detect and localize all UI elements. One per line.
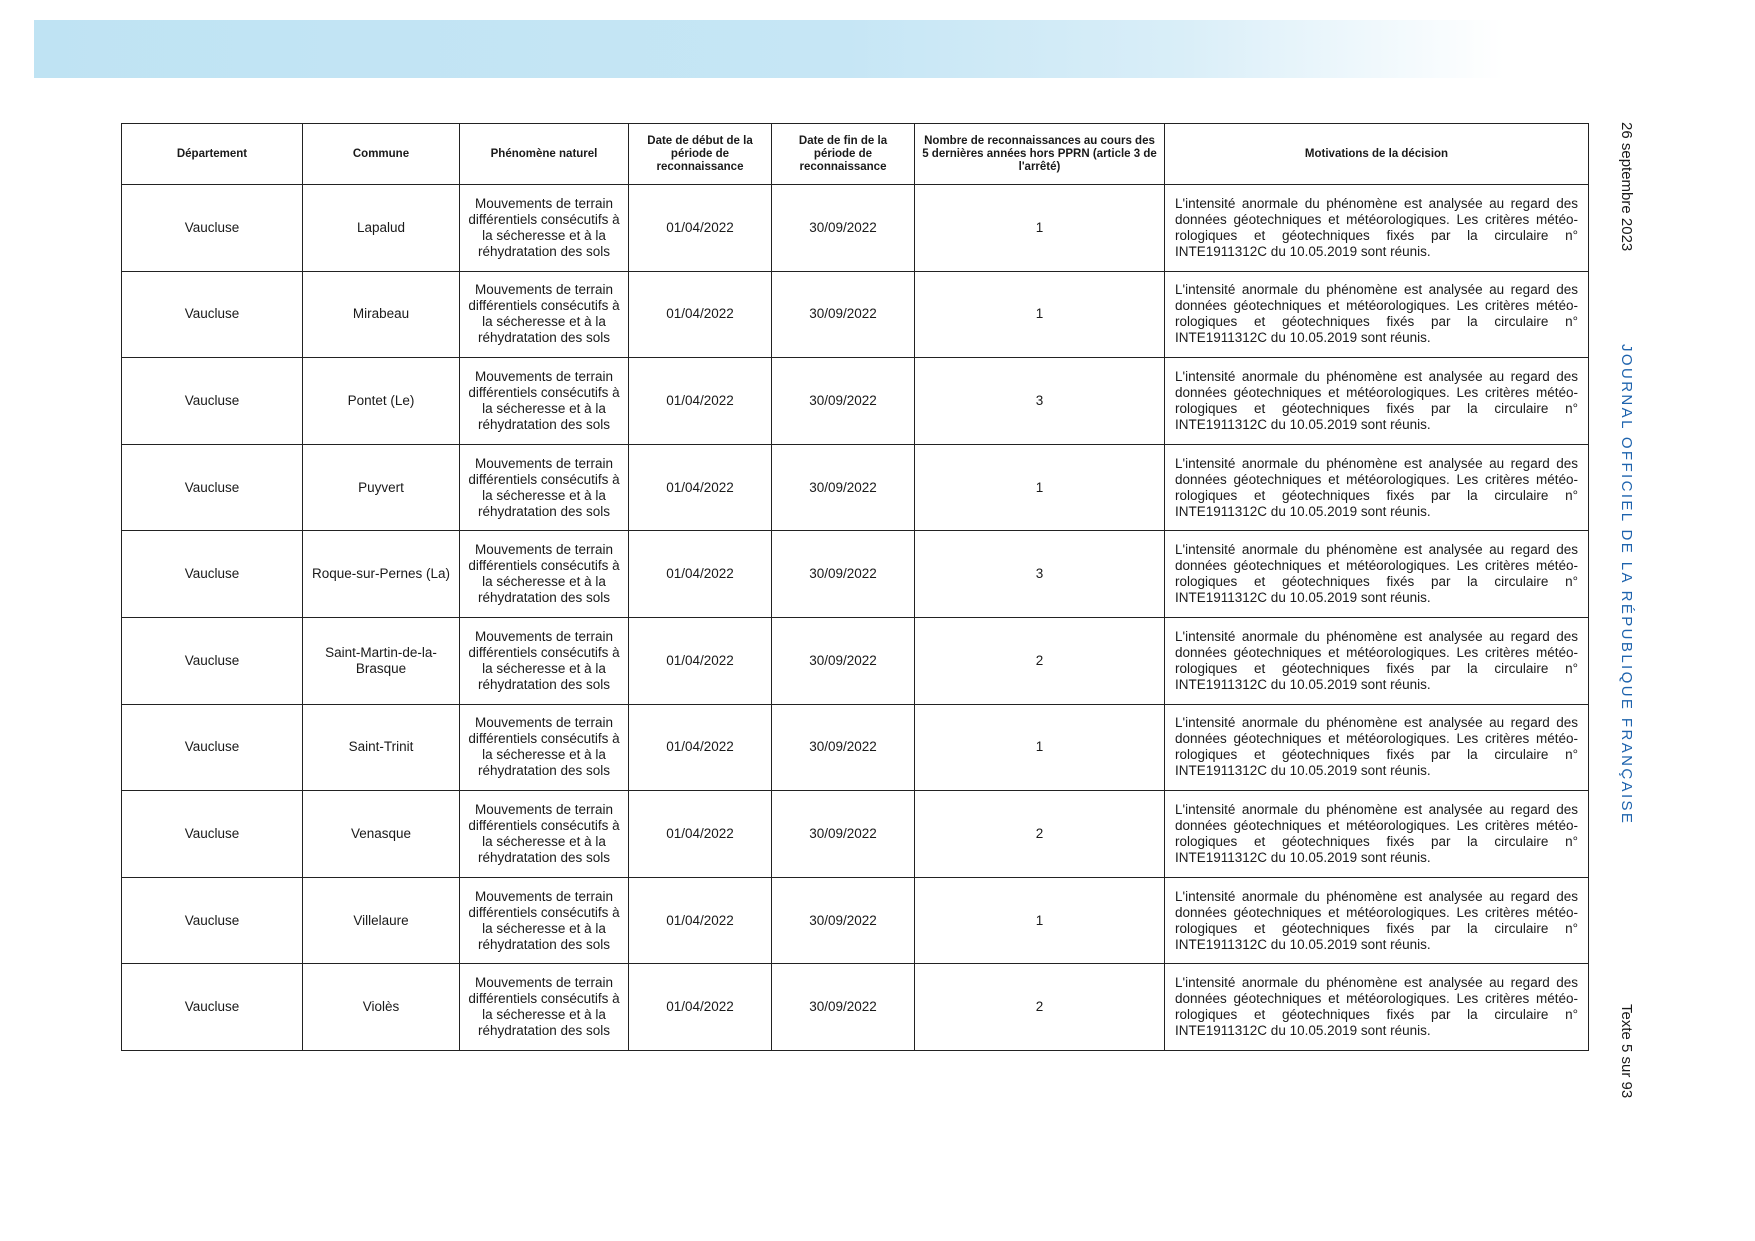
- cell-phenomene: Mouvements de terrain différentiels consécutifs à la sécheresse et à la réhydratation des sols: [460, 358, 629, 445]
- cell-motivation: L'intensité anormale du phénomène est analysée au regard des données géotechniques et météorologiques. Les critères météo-rologiques et géotechniques fixés par la circulaire n° INTE1911312C du 10.05.2019 sont réunis.: [1165, 617, 1589, 704]
- table-row: [122, 877, 1589, 964]
- cell-date-fin: 30/09/2022: [772, 531, 915, 618]
- text-number: Texte 5 sur 93: [1618, 1004, 1635, 1099]
- cell-departement: Vaucluse: [122, 531, 303, 618]
- decision-table: [121, 123, 1589, 1051]
- cell-phenomene: Mouvements de terrain différentiels consécutifs à la sécheresse et à la réhydratation des sols: [460, 271, 629, 358]
- header-phenomene: Phénomène naturel: [460, 124, 629, 185]
- header-departement: Département: [122, 124, 303, 185]
- cell-date-fin: 30/09/2022: [772, 791, 915, 878]
- table-row: [122, 964, 1589, 1051]
- cell-departement: Vaucluse: [122, 444, 303, 531]
- cell-commune: Mirabeau: [303, 271, 460, 358]
- header-motivations: Motivations de la décision: [1165, 124, 1589, 185]
- header-nombre: Nombre de reconnaissances au cours des 5 dernières années hors PPRN (article 3 de l'arrêté): [915, 124, 1165, 185]
- cell-commune: Venasque: [303, 791, 460, 878]
- cell-departement: Vaucluse: [122, 704, 303, 791]
- cell-date-fin: 30/09/2022: [772, 704, 915, 791]
- cell-motivation: L'intensité anormale du phénomène est analysée au regard des données géotechniques et météorologiques. Les critères météo-rologiques et géotechniques fixés par la circulaire n° INTE1911312C du 10.05.2019 sont réunis.: [1165, 271, 1589, 358]
- cell-departement: Vaucluse: [122, 877, 303, 964]
- cell-motivation: L'intensité anormale du phénomène est analysée au regard des données géotechniques et météorologiques. Les critères météo-rologiques et géotechniques fixés par la circulaire n° INTE1911312C du 10.05.2019 sont réunis.: [1165, 531, 1589, 618]
- cell-nombre: 3: [915, 531, 1165, 618]
- table-row: [122, 358, 1589, 445]
- cell-motivation: L'intensité anormale du phénomène est analysée au regard des données géotechniques et météorologiques. Les critères météo-rologiques et géotechniques fixés par la circulaire n° INTE1911312C du 10.05.2019 sont réunis.: [1165, 444, 1589, 531]
- cell-date-fin: 30/09/2022: [772, 964, 915, 1051]
- cell-commune: Villelaure: [303, 877, 460, 964]
- cell-motivation: L'intensité anormale du phénomène est analysée au regard des données géotechniques et météorologiques. Les critères météo-rologiques et géotechniques fixés par la circulaire n° INTE1911312C du 10.05.2019 sont réunis.: [1165, 358, 1589, 445]
- cell-commune: Lapalud: [303, 185, 460, 272]
- cell-phenomene: Mouvements de terrain différentiels consécutifs à la sécheresse et à la réhydratation des sols: [460, 964, 629, 1051]
- cell-phenomene: Mouvements de terrain différentiels consécutifs à la sécheresse et à la réhydratation des sols: [460, 617, 629, 704]
- cell-phenomene: Mouvements de terrain différentiels consécutifs à la sécheresse et à la réhydratation des sols: [460, 704, 629, 791]
- cell-motivation: L'intensité anormale du phénomène est analysée au regard des données géotechniques et météorologiques. Les critères météo-rologiques et géotechniques fixés par la circulaire n° INTE1911312C du 10.05.2019 sont réunis.: [1165, 185, 1589, 272]
- table-row: [122, 704, 1589, 791]
- cell-date-debut: 01/04/2022: [629, 877, 772, 964]
- cell-date-fin: 30/09/2022: [772, 617, 915, 704]
- cell-departement: Vaucluse: [122, 791, 303, 878]
- cell-commune: Roque-sur-Pernes (La): [303, 531, 460, 618]
- cell-date-debut: 01/04/2022: [629, 185, 772, 272]
- cell-date-fin: 30/09/2022: [772, 877, 915, 964]
- cell-nombre: 1: [915, 185, 1165, 272]
- cell-motivation: L'intensité anormale du phénomène est analysée au regard des données géotechniques et météorologiques. Les critères météo-rologiques et géotechniques fixés par la circulaire n° INTE1911312C du 10.05.2019 sont réunis.: [1165, 964, 1589, 1051]
- cell-departement: Vaucluse: [122, 358, 303, 445]
- cell-date-fin: 30/09/2022: [772, 444, 915, 531]
- cell-commune: Saint-Martin-de-la-Brasque: [303, 617, 460, 704]
- cell-date-fin: 30/09/2022: [772, 185, 915, 272]
- cell-nombre: 1: [915, 444, 1165, 531]
- cell-commune: Violès: [303, 964, 460, 1051]
- cell-motivation: L'intensité anormale du phénomène est analysée au regard des données géotechniques et météorologiques. Les critères météo-rologiques et géotechniques fixés par la circulaire n° INTE1911312C du 10.05.2019 sont réunis.: [1165, 877, 1589, 964]
- cell-date-debut: 01/04/2022: [629, 444, 772, 531]
- table-row: [122, 791, 1589, 878]
- cell-departement: Vaucluse: [122, 964, 303, 1051]
- table-row: [122, 271, 1589, 358]
- cell-phenomene: Mouvements de terrain différentiels consécutifs à la sécheresse et à la réhydratation des sols: [460, 791, 629, 878]
- cell-departement: Vaucluse: [122, 617, 303, 704]
- header-date-debut: Date de début de la période de reconnaissance: [629, 124, 772, 185]
- table-body: [122, 185, 1589, 1051]
- table-header-row: [122, 124, 1589, 185]
- cell-date-debut: 01/04/2022: [629, 358, 772, 445]
- cell-nombre: 1: [915, 271, 1165, 358]
- cell-date-fin: 30/09/2022: [772, 358, 915, 445]
- journal-title: JOURNAL OFFICIEL DE LA RÉPUBLIQUE FRANÇAISE: [1618, 344, 1635, 826]
- cell-motivation: L'intensité anormale du phénomène est analysée au regard des données géotechniques et météorologiques. Les critères météo-rologiques et géotechniques fixés par la circulaire n° INTE1911312C du 10.05.2019 sont réunis.: [1165, 791, 1589, 878]
- table-row: [122, 617, 1589, 704]
- cell-nombre: 3: [915, 358, 1165, 445]
- header-band: [34, 20, 1504, 78]
- cell-date-debut: 01/04/2022: [629, 271, 772, 358]
- cell-phenomene: Mouvements de terrain différentiels consécutifs à la sécheresse et à la réhydratation des sols: [460, 531, 629, 618]
- cell-date-fin: 30/09/2022: [772, 271, 915, 358]
- cell-phenomene: Mouvements de terrain différentiels consécutifs à la sécheresse et à la réhydratation des sols: [460, 877, 629, 964]
- cell-phenomene: Mouvements de terrain différentiels consécutifs à la sécheresse et à la réhydratation des sols: [460, 185, 629, 272]
- cell-commune: Pontet (Le): [303, 358, 460, 445]
- cell-nombre: 1: [915, 877, 1165, 964]
- cell-date-debut: 01/04/2022: [629, 531, 772, 618]
- side-margin: [1618, 122, 1652, 1122]
- cell-departement: Vaucluse: [122, 185, 303, 272]
- cell-nombre: 2: [915, 964, 1165, 1051]
- cell-phenomene: Mouvements de terrain différentiels consécutifs à la sécheresse et à la réhydratation des sols: [460, 444, 629, 531]
- header-commune: Commune: [303, 124, 460, 185]
- publication-date: 26 septembre 2023: [1618, 122, 1635, 252]
- cell-date-debut: 01/04/2022: [629, 964, 772, 1051]
- table-row: [122, 531, 1589, 618]
- cell-date-debut: 01/04/2022: [629, 704, 772, 791]
- cell-motivation: L'intensité anormale du phénomène est analysée au regard des données géotechniques et météorologiques. Les critères météo-rologiques et géotechniques fixés par la circulaire n° INTE1911312C du 10.05.2019 sont réunis.: [1165, 704, 1589, 791]
- table-row: [122, 185, 1589, 272]
- cell-nombre: 2: [915, 791, 1165, 878]
- cell-departement: Vaucluse: [122, 271, 303, 358]
- cell-commune: Puyvert: [303, 444, 460, 531]
- table-row: [122, 444, 1589, 531]
- cell-date-debut: 01/04/2022: [629, 617, 772, 704]
- cell-nombre: 2: [915, 617, 1165, 704]
- cell-date-debut: 01/04/2022: [629, 791, 772, 878]
- header-date-fin: Date de fin de la période de reconnaissance: [772, 124, 915, 185]
- cell-nombre: 1: [915, 704, 1165, 791]
- cell-commune: Saint-Trinit: [303, 704, 460, 791]
